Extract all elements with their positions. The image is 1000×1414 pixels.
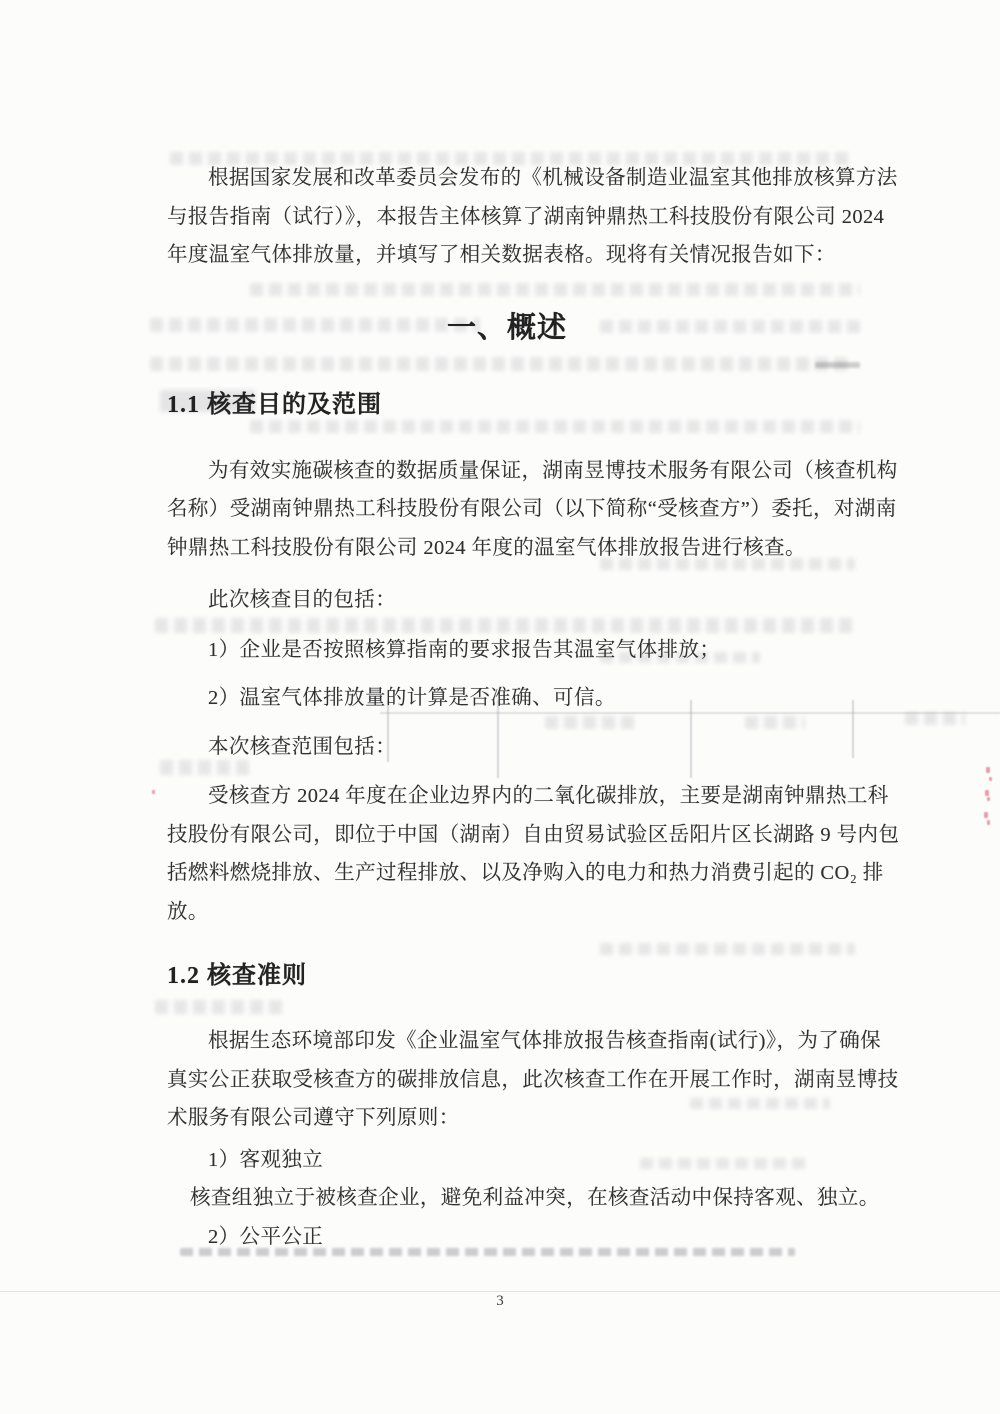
red-seal-speck: [152, 790, 155, 794]
principle-1-body: 核查组独立于被核查企业，避免利益冲突，在核查活动中保持客观、独立。: [190, 1187, 880, 1209]
paragraph-line: 放。: [167, 900, 209, 923]
subsection-heading-1-2: 1.2 核查准则: [167, 963, 307, 989]
scope-lead: 本次核查范围包括：: [208, 735, 397, 758]
principle-1-title: 1）客观独立: [208, 1148, 324, 1171]
red-seal-speck: [989, 777, 992, 781]
paragraph-line: 与报告指南（试行）》，本报告主体核算了湖南钟鼎热工科技股份有限公司 2024: [167, 205, 885, 228]
paragraph-line: 技股份有限公司，即位于中国（湖南）自由贸易试验区岳阳片区长湖路 9 号内包: [167, 823, 900, 846]
paragraph-line: 根据生态环境部印发《企业温室气体排放报告核查指南(试行)》，为了确保: [208, 1030, 882, 1052]
red-seal-speck: [986, 767, 990, 773]
paragraph-line: 真实公正获取受核查方的碳排放信息，此次核查工作在开展工作时，湖南昱博技: [167, 1068, 899, 1091]
footer-divider: [0, 1291, 1000, 1292]
paragraph-line: 括燃料燃烧排放、生产过程排放、以及净购入的电力和热力消费引起的 CO₂ 排: [167, 862, 884, 884]
red-seal-speck: [985, 790, 989, 796]
paragraph-line: 名称）受湖南钟鼎热工科技股份有限公司（以下简称“受核查方”）委托，对湖南: [167, 498, 897, 520]
red-seal-speck: [987, 797, 990, 801]
chapter-heading-overview: 一、概述: [446, 311, 567, 344]
paragraph-line: 钟鼎热工科技股份有限公司 2024 年度的温室气体排放报告进行核查。: [167, 536, 806, 559]
purpose-item-1: 1）企业是否按照核算指南的要求报告其温室气体排放；: [208, 638, 721, 661]
paragraph-line: 为有效实施碳核查的数据质量保证，湖南昱博技术服务有限公司（核查机构: [208, 459, 898, 482]
paragraph-line: 年度温室气体排放量，并填写了相关数据表格。现将有关情况报告如下：: [167, 244, 836, 266]
paragraph-line: 受核查方 2024 年度在企业边界内的二氧化碳排放，主要是湖南钟鼎热工科: [208, 785, 889, 807]
intro-paragraph: [167, 159, 898, 275]
bleedthrough-artifact: [905, 712, 965, 725]
page-number: 3: [496, 1293, 504, 1309]
ghost-table-line: [852, 700, 854, 758]
purpose-item-2: 2）温室气体排放量的计算是否准确、可信。: [208, 687, 616, 709]
red-seal-speck: [987, 820, 990, 825]
section-1-2-paragraph: [167, 1022, 899, 1138]
principle-2-title: 2）公平公正: [208, 1225, 324, 1248]
section-1-1-paragraph: [167, 452, 898, 568]
purpose-lead: 此次核查目的包括：: [208, 589, 397, 611]
paragraph-line: 根据国家发展和改革委员会发布的《机械设备制造业温室其他排放核算方法: [208, 167, 898, 189]
scope-paragraph: [167, 777, 900, 931]
document-body: [167, 159, 900, 1256]
subsection-heading-1-1: 1.1 核查目的及范围: [167, 391, 382, 418]
red-seal-speck: [984, 812, 988, 818]
paragraph-line: 术服务有限公司遵守下列原则：: [167, 1107, 460, 1129]
